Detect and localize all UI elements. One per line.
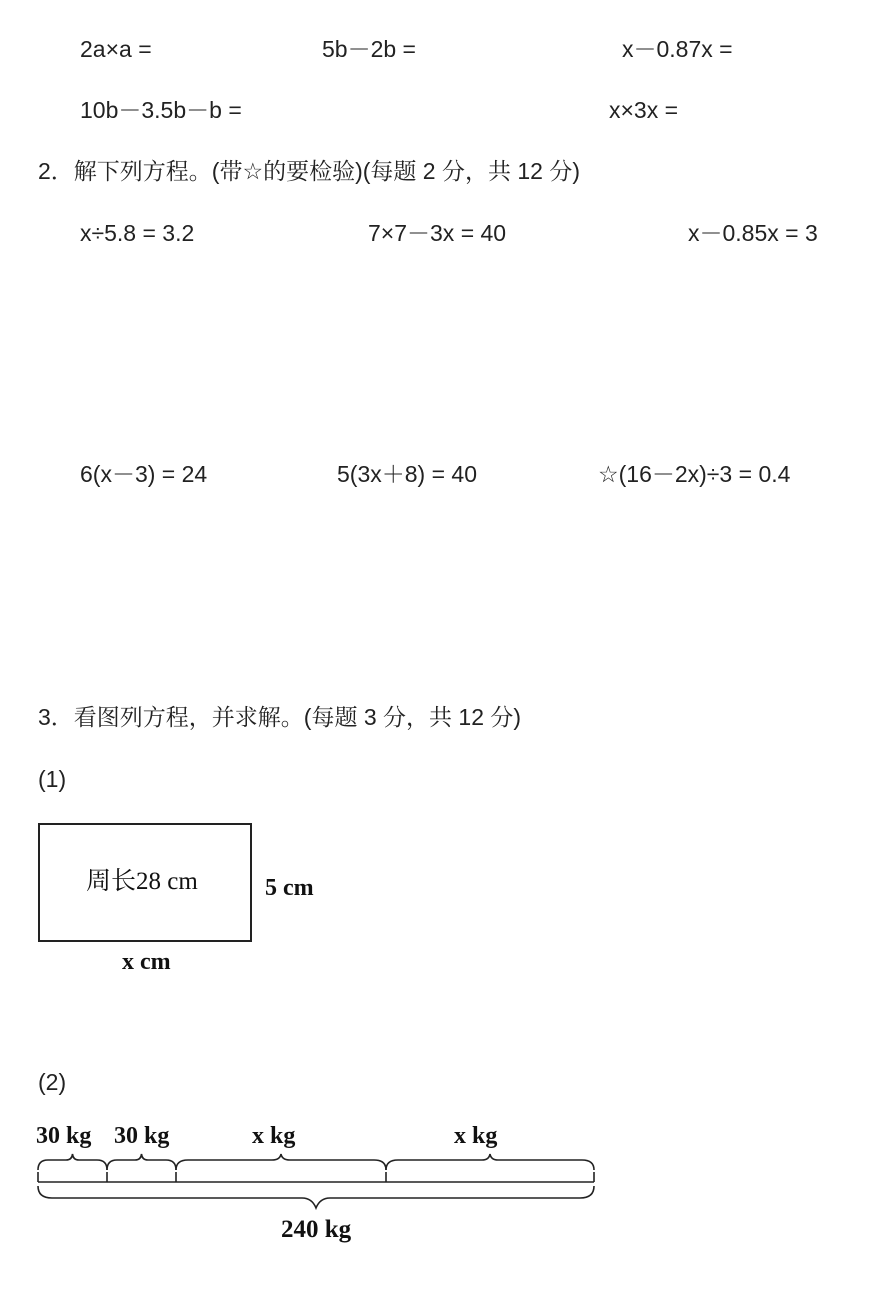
expr-2a-times-a: 2a×a =: [80, 36, 152, 62]
section-2-heading: 2．解下列方程。(带☆的要检验)(每题 2 分，共 12 分): [38, 158, 580, 184]
segment-30kg-1-label: 30 kg: [36, 1123, 92, 1149]
brace-30kg-1: [38, 1154, 107, 1170]
expr-5b-minus-2b: 5b－2b =: [322, 36, 416, 62]
brace-total: [38, 1186, 594, 1208]
expr-x-minus-087x: x－0.87x =: [622, 36, 733, 62]
width-label: x cm: [122, 949, 171, 975]
brace-30kg-2: [107, 1154, 176, 1170]
equation-1: x÷5.8 = 3.2: [80, 220, 195, 246]
segment-30kg-2-label: 30 kg: [114, 1123, 170, 1149]
expr-10b-minus: 10b－3.5b－b =: [80, 97, 242, 123]
equation-4: 6(x－3) = 24: [80, 461, 208, 487]
segment-diagram: [0, 1120, 620, 1220]
expr-x-times-3x: x×3x =: [609, 97, 679, 123]
question-2-label: (2): [38, 1069, 67, 1095]
equation-3: x－0.85x = 3: [688, 220, 818, 246]
section-3-heading: 3．看图列方程，并求解。(每题 3 分，共 12 分): [38, 704, 522, 730]
height-label: 5 cm: [265, 875, 314, 901]
equation-5: 5(3x＋8) = 40: [337, 461, 477, 487]
equation-6-check: ☆(16－2x)÷3 = 0.4: [598, 461, 791, 487]
total-240kg-label: 240 kg: [281, 1216, 352, 1243]
brace-x-kg-2: [386, 1154, 594, 1170]
segment-x-kg-2-label: x kg: [454, 1123, 498, 1149]
question-1-label: (1): [38, 766, 67, 792]
equation-2: 7×7－3x = 40: [368, 220, 507, 246]
perimeter-label: 周长28 cm: [86, 868, 198, 895]
segment-x-kg-1-label: x kg: [252, 1123, 296, 1149]
brace-x-kg-1: [176, 1154, 386, 1170]
